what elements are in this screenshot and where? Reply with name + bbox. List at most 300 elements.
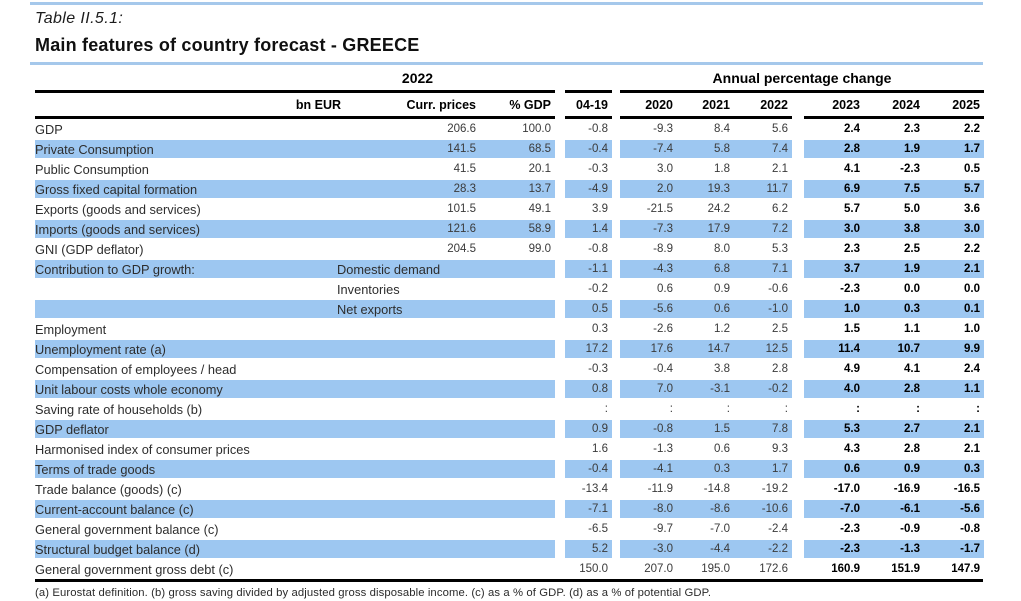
row-label: Exports (goods and services) [35,201,201,217]
cell-2020: -8.9 [653,243,673,255]
row-label-cell [35,379,345,399]
cell-curr-prices: 204.5 [447,243,476,255]
cell-2025: 2.2 [964,123,980,135]
row-label: Structural budget balance (d) [35,541,201,557]
cell-2025: 2.1 [964,443,980,455]
cell-2020: -8.0 [620,499,677,519]
cell-2021: 1.8 [714,163,730,175]
row-label: Compensation of employees / head [35,361,237,377]
cell-2023: -2.3 [840,523,860,535]
cell-pct-gdp [480,259,555,279]
cell-2020: 0.6 [657,283,673,295]
cell-2023: 160.9 [831,563,860,575]
cell-2025: 0.3 [924,459,984,479]
cell-pct-gdp [480,459,555,479]
cell-2023: 6.9 [804,179,864,199]
row-label-cell [35,419,345,439]
row-sublabel: Domestic demand [337,261,441,277]
table-row [35,279,983,299]
table-row [35,399,983,419]
cell-2025: -5.6 [924,499,984,519]
cell-2024: 7.5 [864,179,924,199]
row-label-cell [35,179,345,199]
row-label-cell [35,259,441,279]
cell-2021: 17.9 [677,219,734,239]
cell-04-19: -0.2 [588,283,608,295]
forecast-table-page [30,0,983,599]
cell-2024: 0.9 [864,459,924,479]
cell-curr-prices [345,559,480,579]
cell-04-19: -0.8 [588,123,608,135]
cell-curr-prices [345,399,480,419]
table-row [35,499,983,519]
cell-2022: -10.6 [734,499,792,519]
cell-2021: 0.6 [714,443,730,455]
header-2022-group: 2022 [401,69,434,86]
col-header-2023: 2023 [832,97,860,112]
cell-2022: 7.2 [734,219,792,239]
cell-2020: -2.6 [653,323,673,335]
cell-2024: 1.9 [864,259,924,279]
cell-curr-prices [345,359,480,379]
cell-2025: 3.0 [924,219,984,239]
row-label-cell [35,219,345,239]
cell-pct-gdp [480,519,555,539]
cell-curr-prices: 101.5 [447,203,476,215]
cell-2025: -1.7 [924,539,984,559]
cell-2020: -3.0 [620,539,677,559]
cell-curr-prices [345,379,480,399]
cell-2024: 10.7 [864,339,924,359]
cell-2025: 0.0 [964,283,980,295]
cell-2022: 2.8 [772,363,788,375]
row-label-cell [35,479,345,499]
cell-pct-gdp [480,499,555,519]
cell-04-19: -0.4 [565,459,612,479]
cell-2024: 2.3 [904,123,920,135]
row-label: General government gross debt (c) [35,561,234,577]
cell-2024: 0.3 [864,299,924,319]
cell-2023: 4.1 [844,163,860,175]
col-header-04-19: 04-19 [576,97,608,112]
cell-2022: 6.2 [772,203,788,215]
cell-2023: 4.0 [804,379,864,399]
cell-2025: -16.5 [953,483,980,495]
row-label-cell [35,239,345,259]
cell-2023: 1.5 [844,323,860,335]
table-row [35,419,983,439]
cell-2022: : [784,403,788,415]
cell-pct-gdp [480,279,555,299]
cell-2023: -7.0 [804,499,864,519]
cell-2022: -2.4 [768,523,788,535]
row-label: Current-account balance (c) [35,501,194,517]
table-row [35,379,983,399]
cell-04-19: 0.3 [592,323,608,335]
page-title: Main features of country forecast - GREECE [35,35,420,55]
cell-2021: 1.2 [714,323,730,335]
cell-2020: -4.3 [620,259,677,279]
cell-2025: 9.9 [924,339,984,359]
row-label-cell [35,519,345,539]
table-row [35,239,983,259]
cell-2024: 2.7 [864,419,924,439]
cell-2022: 2.5 [772,323,788,335]
cell-04-19: 0.5 [565,299,612,319]
cell-2023: 4.9 [844,363,860,375]
cell-2024: 1.9 [864,139,924,159]
row-label-cell [35,499,345,519]
cell-curr-prices [345,479,480,499]
cell-2024: 5.0 [904,203,920,215]
table-row [35,159,983,179]
cell-2021: 19.3 [677,179,734,199]
cell-2022: 172.6 [759,563,788,575]
cell-2025: 0.5 [964,163,980,175]
row-label-cell [35,299,403,319]
table-row [35,459,983,479]
row-sublabel: Inventories [337,281,400,297]
cell-2020: -0.4 [653,363,673,375]
cell-2023: : [856,403,860,415]
col-header-bn-eur: bn EUR [295,97,341,112]
cell-04-19: 1.4 [565,219,612,239]
cell-2022: 7.1 [734,259,792,279]
cell-2022: 5.3 [772,243,788,255]
cell-pct-gdp [480,439,555,459]
col-header-2025: 2025 [952,97,980,112]
cell-2021: -4.4 [677,539,734,559]
cell-2021: 0.9 [714,283,730,295]
cell-2021: -7.0 [710,523,730,535]
cell-curr-prices: 206.6 [447,123,476,135]
row-label: Trade balance (goods) (c) [35,481,182,497]
row-label: Gross fixed capital formation [35,181,198,197]
cell-04-19: 150.0 [579,563,608,575]
cell-2024: 4.1 [904,363,920,375]
cell-2022: -2.2 [734,539,792,559]
cell-2020: -7.3 [620,219,677,239]
cell-2021: 0.6 [677,299,734,319]
cell-2023: 2.4 [844,123,860,135]
cell-04-19: -6.5 [588,523,608,535]
cell-2022: 11.7 [734,179,792,199]
cell-2021: 8.4 [714,123,730,135]
cell-curr-prices: 121.6 [345,219,480,239]
table-number: Table II.5.1: [35,10,124,27]
cell-2021: -14.8 [703,483,730,495]
cell-2020: -1.3 [653,443,673,455]
row-label: Private Consumption [35,141,154,157]
cell-2022: -19.2 [761,483,788,495]
cell-curr-prices [345,499,480,519]
col-header-2020: 2020 [645,97,673,112]
cell-2023: 1.0 [804,299,864,319]
cell-2023: 5.3 [804,419,864,439]
table-row [35,119,983,139]
cell-2023: 5.7 [844,203,860,215]
cell-04-19: : [604,403,608,415]
cell-2024: -0.9 [900,523,920,535]
cell-2024: 0.0 [904,283,920,295]
rule-segment [565,90,612,93]
cell-04-19: -13.4 [581,483,608,495]
row-label: Employment [35,321,107,337]
cell-curr-prices [345,459,480,479]
cell-04-19: -0.3 [588,363,608,375]
row-label: Contribution to GDP growth: [35,261,195,277]
col-header-2022: 2022 [760,97,788,112]
cell-pct-gdp [480,299,555,319]
cell-2021: 14.7 [677,339,734,359]
cell-2020: -21.5 [646,203,673,215]
cell-2023: 4.3 [844,443,860,455]
cell-2022: 5.6 [772,123,788,135]
cell-curr-prices [345,339,480,359]
cell-2025: 2.4 [964,363,980,375]
row-label: Unit labour costs whole economy [35,381,223,397]
cell-2021: 5.8 [677,139,734,159]
table-row [35,219,983,239]
cell-2024: 2.5 [904,243,920,255]
cell-2023: -2.3 [804,539,864,559]
row-label-cell [35,339,345,359]
cell-pct-gdp [480,559,555,579]
row-label-cell [35,459,345,479]
cell-04-19: 17.2 [565,339,612,359]
cell-2021: 1.5 [677,419,734,439]
cell-2022: 7.4 [734,139,792,159]
cell-2020: -0.8 [620,419,677,439]
table-row [35,519,983,539]
cell-2025: 1.0 [964,323,980,335]
row-label-cell [35,139,345,159]
cell-2025: 1.7 [924,139,984,159]
cell-2022: 12.5 [734,339,792,359]
cell-pct-gdp [480,479,555,499]
cell-04-19: 5.2 [565,539,612,559]
cell-pct-gdp: 13.7 [480,179,555,199]
row-label-cell [35,159,345,179]
rule-segment [620,90,984,93]
cell-pct-gdp [480,359,555,379]
cell-04-19: -7.1 [565,499,612,519]
cell-2020: -4.1 [620,459,677,479]
cell-2022: 2.1 [772,163,788,175]
row-label: GNI (GDP deflator) [35,241,144,257]
table-row [35,319,983,339]
cell-2020: 17.6 [620,339,677,359]
cell-2024: 1.1 [904,323,920,335]
cell-04-19: -0.4 [565,139,612,159]
cell-04-19: -0.3 [588,163,608,175]
cell-2023: 2.8 [804,139,864,159]
row-label: Saving rate of households (b) [35,401,203,417]
table-bottom-rule [35,579,983,582]
cell-2024: 2.8 [904,443,920,455]
cell-pct-gdp [480,539,555,559]
table-row [35,199,983,219]
cell-curr-prices [345,519,480,539]
cell-pct-gdp [480,399,555,419]
cell-pct-gdp: 99.0 [528,243,551,255]
cell-pct-gdp: 58.9 [480,219,555,239]
cell-curr-prices [345,439,480,459]
cell-04-19: 3.9 [592,203,608,215]
cell-2021: 24.2 [707,203,730,215]
row-label-cell [35,359,345,379]
table-row [35,359,983,379]
cell-2020: 2.0 [620,179,677,199]
table-body [35,119,983,579]
cell-curr-prices [345,539,480,559]
cell-2020: -9.3 [653,123,673,135]
cell-2024: 3.8 [864,219,924,239]
cell-2023: 11.4 [804,339,864,359]
cell-curr-prices: 41.5 [453,163,476,175]
header-columns-row [35,93,983,116]
row-label-cell [35,399,345,419]
cell-2022: -0.6 [768,283,788,295]
cell-2024: 2.8 [864,379,924,399]
cell-2022: -1.0 [734,299,792,319]
cell-curr-prices: 28.3 [345,179,480,199]
cell-2020: 3.0 [657,163,673,175]
row-label-cell [35,539,345,559]
row-label: Imports (goods and services) [35,221,201,237]
cell-2022: 1.7 [734,459,792,479]
row-label-cell [35,119,345,139]
cell-2021: : [726,403,730,415]
cell-2024: -16.9 [893,483,920,495]
row-label-cell [35,199,345,219]
cell-2021: -3.1 [677,379,734,399]
table-row [35,479,983,499]
cell-2025: 2.1 [924,419,984,439]
cell-2021: 195.0 [701,563,730,575]
col-header-curr-prices: Curr. prices [406,97,476,112]
row-label: Unemployment rate (a) [35,341,166,357]
cell-2020: -9.7 [653,523,673,535]
cell-2023: 3.7 [804,259,864,279]
cell-2020: 207.0 [644,563,673,575]
cell-2020: 7.0 [620,379,677,399]
table-row [35,139,983,159]
row-label: GDP deflator [35,421,109,437]
cell-2023: -2.3 [840,283,860,295]
table-row [35,559,983,579]
cell-2023: 2.3 [844,243,860,255]
row-label-cell [35,439,345,459]
cell-2025: 3.6 [964,203,980,215]
table-row [35,339,983,359]
cell-2022: -0.2 [734,379,792,399]
cell-04-19: 0.9 [565,419,612,439]
row-label-cell [35,559,345,579]
cell-pct-gdp [480,319,555,339]
cell-2020: -5.6 [620,299,677,319]
cell-2024: -6.1 [864,499,924,519]
row-label-cell [35,319,345,339]
cell-pct-gdp: 68.5 [480,139,555,159]
table-row [35,259,983,279]
cell-2023: 3.0 [804,219,864,239]
cell-2021: 3.8 [714,363,730,375]
cell-2022: 9.3 [772,443,788,455]
col-header-2024: 2024 [892,97,920,112]
cell-2023: 0.6 [804,459,864,479]
col-header-pct-gdp: % GDP [509,97,551,112]
cell-04-19: 1.6 [592,443,608,455]
cell-2025: 147.9 [951,563,980,575]
cell-curr-prices [345,319,480,339]
cell-04-19: 0.8 [565,379,612,399]
cell-pct-gdp: 20.1 [528,163,551,175]
table-row [35,539,983,559]
row-sublabel: Net exports [337,301,403,317]
cell-04-19: -0.8 [588,243,608,255]
cell-pct-gdp: 49.1 [528,203,551,215]
cell-2021: -8.6 [677,499,734,519]
cell-04-19: -1.1 [565,259,612,279]
table-row [35,439,983,459]
cell-pct-gdp [480,419,555,439]
row-label: Terms of trade goods [35,461,156,477]
cell-04-19: -4.9 [565,179,612,199]
row-label-cell [35,279,400,299]
header-rule-top [35,90,983,93]
cell-2025: 5.7 [924,179,984,199]
footnote: (a) Eurostat definition. (b) gross saving divided by adjusted gross disposable income. (c) as a % of GDP. (d) as a % of potential GDP. [35,587,712,599]
header-annual-pct-change-group: Annual percentage change [712,69,892,86]
cell-2024: -1.3 [864,539,924,559]
cell-2021: 6.8 [677,259,734,279]
cell-2020: -7.4 [620,139,677,159]
cell-2021: 8.0 [714,243,730,255]
cell-2025: 0.1 [924,299,984,319]
cell-2024: 151.9 [891,563,920,575]
col-header-2021: 2021 [702,97,730,112]
forecast-table [35,65,983,582]
cell-2024: : [916,403,920,415]
cell-pct-gdp: 100.0 [522,123,551,135]
row-label: GDP [35,121,63,137]
row-label: Public Consumption [35,161,149,177]
row-label: General government balance (c) [35,521,219,537]
cell-2024: -2.3 [900,163,920,175]
cell-curr-prices [345,419,480,439]
cell-2020: : [669,403,673,415]
cell-curr-prices: 141.5 [345,139,480,159]
header-group-row [35,65,983,90]
row-label: Harmonised index of consumer prices [35,441,250,457]
table-row [35,299,983,319]
top-rule [30,2,983,5]
table-row [35,179,983,199]
cell-pct-gdp [480,379,555,399]
cell-2025: 1.1 [924,379,984,399]
rule-segment [35,90,555,93]
cell-2020: -11.9 [647,483,673,495]
cell-2021: 0.3 [677,459,734,479]
cell-pct-gdp [480,339,555,359]
cell-2025: 2.1 [924,259,984,279]
cell-2023: -17.0 [833,483,860,495]
cell-2025: 2.2 [964,243,980,255]
cell-2022: 7.8 [734,419,792,439]
cell-2025: : [976,403,980,415]
cell-2025: -0.8 [960,523,980,535]
